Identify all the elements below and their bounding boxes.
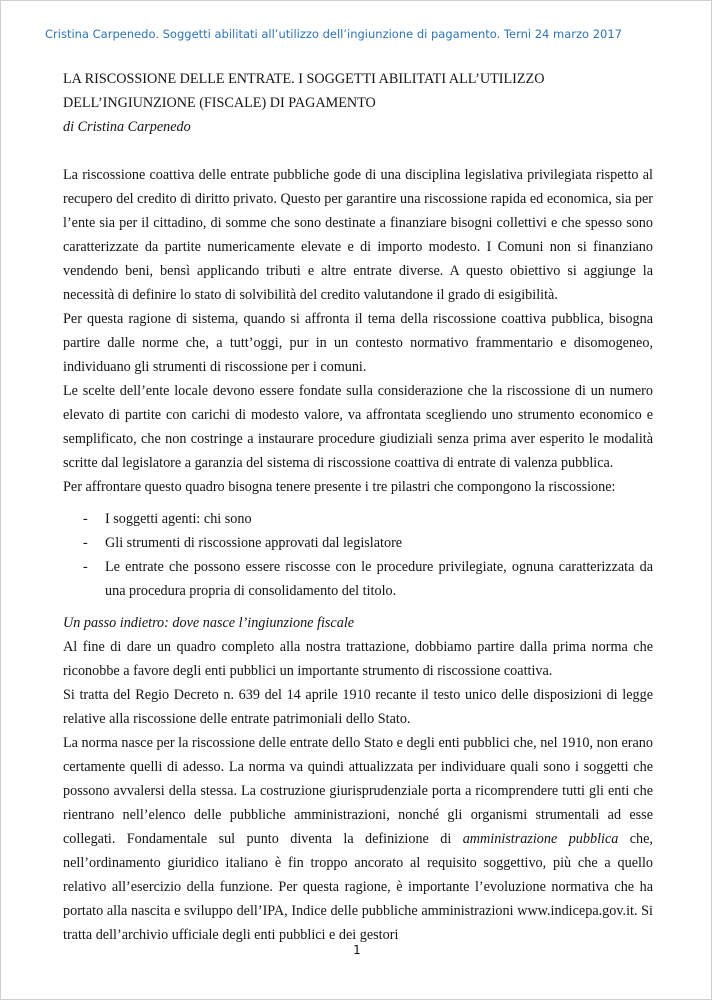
list-item — [63, 531, 653, 555]
bullet-dash: - — [83, 559, 88, 575]
paragraph: Al fine di dare un quadro completo alla nostra trattazione, dobbiamo partire dalla prima norma che riconobbe a favore degli enti pubblici un importante strumento di riscossione coattiva. — [63, 639, 653, 679]
list-item — [63, 507, 653, 531]
document-title: LA RISCOSSIONE DELLE ENTRATE. I SOGGETTI ABILITATI ALL’UTILIZZO DELL’INGIUNZIONE (FISCALE) DI PAGAMENTO — [63, 71, 545, 111]
paragraph: Per affrontare questo quadro bisogna tenere presente i tre pilastri che compongono la riscossione: — [63, 479, 616, 495]
paragraph: Per questa ragione di sistema, quando si affronta il tema della riscossione coattiva pubblica, bisogna partire dalle norme che, a tutt’oggi, pur in un contesto normativo frammentario e disomogeneo, individuano gli strumenti di riscossione per i comuni. — [63, 311, 653, 375]
list-item-text: I soggetti agenti: chi sono — [105, 511, 252, 527]
running-header: Cristina Carpenedo. Soggetti abilitati all’utilizzo dell’ingiunzione di pagamento. Terni 24 marzo 2017 — [45, 27, 622, 41]
paragraph: Si tratta del Regio Decreto n. 639 del 14 aprile 1910 recante il testo unico delle disposizioni di legge relative alla riscossione delle entrate patrimoniali dello Stato. — [63, 687, 653, 727]
page-number: 1 — [353, 943, 361, 957]
paragraph: La riscossione coattiva delle entrate pubbliche gode di una disciplina legislativa privilegiata rispetto al recupero del credito di diritto privato. Questo per garantire una riscossione rapida ed economica, sia per l’ente sia per il cittadino, di somme che sono destinate a finanziare bisogni collettivi e che spesso sono caratterizzate da partite numericamente elevate e di importo modesto. I Comuni non si finanziano vendendo beni, bensì applicando tributi e altre entrate diverse. A questo obiettivo si aggiunge la necessità di definire lo stato di solvibilità del credito valutandone il grado di esigibilità. — [63, 167, 653, 303]
bullet-dash: - — [83, 535, 88, 551]
emphasized-term: amministrazione pubblica — [462, 831, 619, 847]
document-body — [63, 67, 653, 947]
list-item-text: Le entrate che possono essere riscosse con le procedure privilegiate, ognuna caratterizzata da una procedura propria di consolidamento del titolo. — [105, 559, 653, 599]
list-item-text: Gli strumenti di riscossione approvati dal legislatore — [105, 535, 403, 551]
pillars-list — [63, 507, 653, 603]
paragraph-text: La norma nasce per la riscossione delle entrate dello Stato e degli enti pubblici che, nel 1910, non erano certamente quelli di adesso. La norma va quindi attualizzata per individuare quali sono i soggetti che possono avvalersi della stessa. La costruzione giurisprudenziale porta a ricomprendere tutti gli enti che rientrano nell’elenco delle pubbliche amministrazioni, nonché gli organismi strumentali ad esse collegati. Fondamentale sul punto diventa la definizione di — [63, 735, 653, 847]
paragraph-with-emphasis — [63, 731, 653, 947]
section-heading: Un passo indietro: dove nasce l’ingiunzione fiscale — [63, 615, 355, 631]
bullet-dash: - — [83, 511, 88, 527]
paragraph: Le scelte dell’ente locale devono essere fondate sulla considerazione che la riscossione di un numero elevato di partite con carichi di modesto valore, va affrontata scegliendo uno strumento economico e semplificato, che non costringe a instaurare procedure giudiziali senza prima aver esperito le modalità scritte dal legislatore a garanzia del sistema di riscossione coattiva di entrate di valenza pubblica. — [63, 383, 653, 471]
list-item — [63, 555, 653, 603]
paragraph-text: che, nell’ordinamento giuridico italiano è fin troppo ancorato al requisito soggettivo, più che a quello relativo all’esercizio della funzione. Per questa ragione, è importante l’evoluzione normativa che ha portato alla nascita e sviluppo dell’IPA, Indice delle pubbliche amministrazioni www.indicepa.gov.it. Si tratta dell’archivio ufficiale degli enti pubblici e dei gestori — [63, 831, 653, 943]
author-byline: di Cristina Carpenedo — [63, 119, 191, 135]
